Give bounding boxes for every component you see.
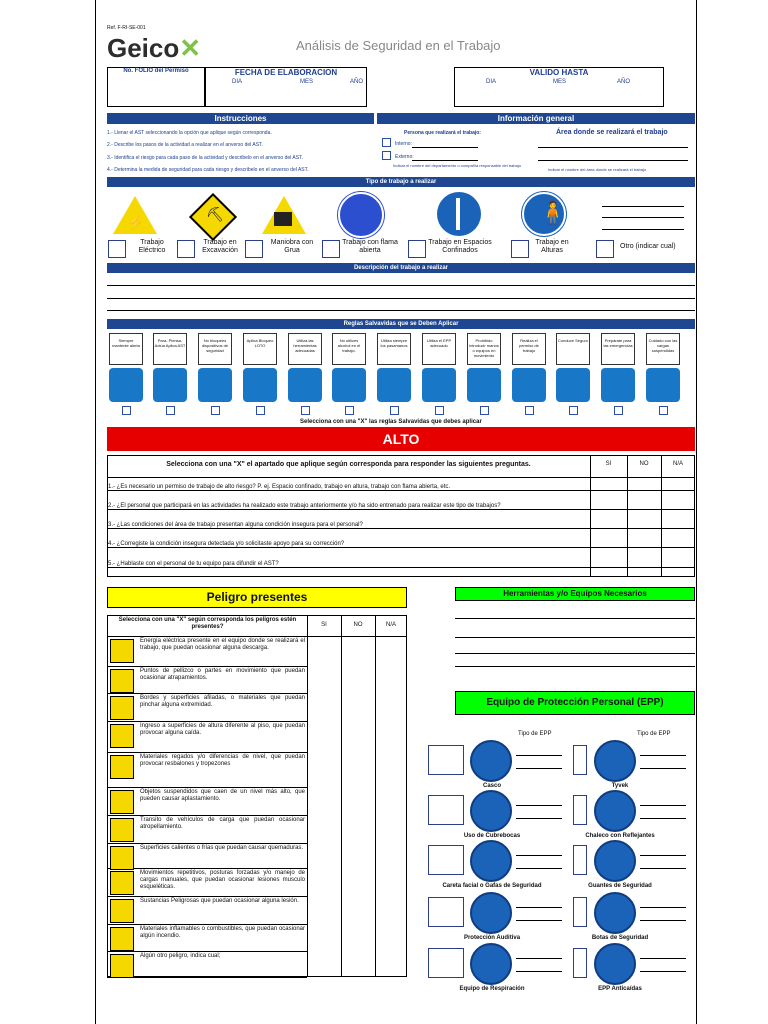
peligro-item-11: Materiales inflamables o combustibles, que puedan ocasionar algún incendio. [140,926,305,939]
alto-question-5: 5.- ¿Hablaste con el personal de tu equipo para difundir el AST? [108,561,279,567]
descripcion-line-1[interactable] [107,285,695,286]
epp-header: Equipo de Protección Personal (EPP) [455,691,695,715]
crane-hazard-icon [262,196,306,234]
externo-label: Externo: [395,154,414,160]
herramientas-line-3[interactable] [455,653,695,654]
peligro-item-1: Energía eléctrica presente en el equipo donde se realizará el trabajo, que puedan ocasionar alguna descarga. [140,638,305,651]
epp-left-icon-5 [470,943,512,985]
peligro-row-divider [107,815,307,816]
peligro-item-8: Superficies calientes o frías que puedan causar quemaduras. [140,845,304,851]
alto-col-no [627,455,628,577]
epp-left-label-1: Casco [482,783,501,789]
regla-icon-3 [198,368,232,402]
epp-right-icon-3 [594,840,636,882]
peligro-item-7: Transito de vehículos de carga que puedan ocasionar atropellamiento. [140,817,305,830]
regla-card-2: Para- Piensa- Actúa Aplica AST [153,333,187,365]
epp-left-label-3: Careta facial o Gafas de Seguridad [442,883,542,889]
regla-checkbox-3[interactable] [211,406,220,415]
epp-right-line[interactable] [640,855,686,856]
epp-right-checkbox-2[interactable] [573,795,587,825]
valido-label: VALIDO HASTA [529,68,589,77]
peligros-header: Peligro presentes [107,587,407,608]
alto-header-divider [107,477,695,478]
epp-left-label-4: Protección Auditiva [463,935,521,941]
grua-label: Maniobra con Grua [270,239,314,254]
epp-left-line[interactable] [516,818,562,819]
epp-left-icon-4 [470,892,512,934]
epp-left-line[interactable] [516,920,562,921]
interno-label: Interno: [395,141,412,147]
alturas-checkbox[interactable] [511,240,529,258]
regla-checkbox-13[interactable] [659,406,668,415]
valido-dia: DIA [486,79,497,85]
folio-label: No. FOLIO del Permiso [123,68,189,74]
logo: Geico✕ [107,33,202,63]
regla-checkbox-11[interactable] [569,406,578,415]
epp-left-label-5: Equipo de Respiración [459,986,525,992]
area-line-2[interactable] [538,160,688,161]
alto-col-na [661,455,662,577]
herramientas-line-2[interactable] [455,637,695,638]
epp-left-checkbox-3[interactable] [428,845,464,875]
grua-checkbox[interactable] [245,240,263,258]
excavacion-label: Trabajo en Excavación [202,239,238,254]
epp-left-checkbox-5[interactable] [428,948,464,978]
page-title: Análisis de Seguridad en el Trabajo [296,38,501,53]
alto-si-header: SI [605,461,612,467]
epp-tipo-right: Tipo de EPP [637,731,671,737]
epp-right-icon-2 [594,790,636,832]
peligro-row-divider [107,843,307,844]
epp-left-line[interactable] [516,971,562,972]
reglas-instruction: Selecciona con una "X" las reglas Salvavidas que debes aplicar [300,419,482,425]
fecha-anio: AÑO [350,79,364,85]
otro-line-1[interactable] [602,206,684,207]
epp-left-line[interactable] [516,868,562,869]
peligros-si-header: SI [321,622,327,628]
epp-right-label-3: Guantes de Seguridad [588,883,652,889]
regla-checkbox-1[interactable] [122,406,131,415]
epp-right-line[interactable] [640,818,686,819]
regla-checkbox-9[interactable] [480,406,489,415]
valido-mes: MES [553,79,567,85]
peligro-row-divider [107,896,307,897]
flama-label: Trabajo con flama abierta [342,239,398,254]
peligro-item-3: Bordes y superficies afiladas, o materiales que puedan pinchar alguna extremidad. [140,695,305,708]
regla-icon-9 [467,368,501,402]
peligros-header-divider [107,636,407,637]
epp-right-icon-5 [594,943,636,985]
epp-right-label-1: Tyvek [611,783,629,789]
regla-icon-7 [377,368,411,402]
confinado-checkbox[interactable] [408,240,426,258]
hazard-warning-icon [110,927,134,951]
hazard-warning-icon [110,871,134,895]
hazard-warning-icon [110,669,134,693]
peligros-no-header: NO [353,622,363,628]
electrico-checkbox[interactable] [108,240,126,258]
descripcion-line-3[interactable] [107,310,695,311]
epp-left-line[interactable] [516,755,562,756]
epp-right-label-5: EPP Anticaídas [598,986,642,992]
peligro-row-divider [107,977,307,978]
otro-label: Otro (indicar cual) [620,243,676,250]
regla-card-6: No utilices alcohol en el trabajo. [332,333,366,365]
fecha-dia: DIA [232,79,243,85]
regla-checkbox-2[interactable] [166,406,175,415]
epp-left-icon-2 [470,790,512,832]
epp-right-checkbox-1[interactable] [573,745,587,775]
otro-line-3[interactable] [602,229,684,230]
regla-checkbox-12[interactable] [614,406,623,415]
regla-checkbox-7[interactable] [390,406,399,415]
otro-checkbox[interactable] [596,240,614,258]
descripcion-line-2[interactable] [107,298,695,299]
area-line-1[interactable] [538,147,688,148]
epp-left-line[interactable] [516,768,562,769]
instruccion-2: 2.- Describe los pasos de la actividad a realizar en el anverso del AST. [107,142,263,148]
hazard-warning-icon [110,724,134,748]
regla-card-13: Cuidado con las cargas suspendidas [646,333,680,365]
excavacion-checkbox[interactable] [177,240,195,258]
regla-card-1: Siempre mantente alerta [109,333,143,365]
regla-card-7: Utiliza siempre los pasamanos [377,333,411,365]
peligro-row-divider [107,721,307,722]
instruccion-4: 4.- Determina la medida de seguridad para cada riesgo y describelo en el anverso del AST. [107,167,309,173]
hazard-warning-icon [110,954,134,978]
epp-left-checkbox-2[interactable] [428,795,464,825]
alto-question-3: 3.- ¿Las condiciones del área de trabajo presentan alguna condición insegura para el personal? [108,522,363,528]
regla-checkbox-6[interactable] [345,406,354,415]
alto-col-si [590,455,591,577]
hazard-warning-icon [110,639,134,663]
epp-right-line[interactable] [640,958,686,959]
alturas-label: Trabajo en Alturas [535,239,569,254]
alto-question-4: 4.- ¿Corregiste la condición insegura detectada y/o solicitaste apoyo para su corrección? [108,541,345,547]
epp-left-label-2: Uso de Cubrebocas [463,833,521,839]
epp-right-line[interactable] [640,755,686,756]
hazard-warning-icon [110,899,134,923]
epp-right-label-2: Chaleco con Reflejantes [585,833,655,839]
externo-checkbox[interactable] [382,151,391,160]
alto-table [107,455,695,577]
regla-checkbox-4[interactable] [256,406,265,415]
peligro-item-4: Ingreso a superficies de altura diferente al piso, que puedan provocar alguna caída. [140,723,305,736]
peligro-row-divider [107,787,307,788]
alto-instruction: Selecciona con una "X" el apartado que aplique según corresponda para responder las siguientes preguntas. [166,461,531,468]
welding-icon [338,192,384,238]
epp-right-line[interactable] [640,805,686,806]
epp-left-line[interactable] [516,907,562,908]
peligros-col-divider [307,615,308,977]
epp-left-line[interactable] [516,805,562,806]
regla-card-4: Aplica Bloqueo LOTO [243,333,277,365]
ref-code: Ref. F-RI-SE-001 [107,25,146,31]
instruccion-3: 3.- Identifica el riesgo para cada paso de la actividad y describelo en el anverso del AST. [107,155,303,161]
epp-right-line[interactable] [640,868,686,869]
peligro-row-divider [107,951,307,952]
area-label: Área donde se realizará el trabajo [556,129,668,136]
regla-checkbox-5[interactable] [301,406,310,415]
regla-card-8: Utiliza el EPP adecuado [422,333,456,365]
epp-left-icon-1 [470,740,512,782]
regla-icon-5 [288,368,322,402]
indicar-dept: Indicar el nombre del departamento o compañía responsable del trabajo [393,163,521,168]
alto-question-2: 2.- ¿El personal que participará en las actividades ha realizado este trabajo anteriormente y/o ha sido entrenado para realizar este tipo de trabajos? [108,503,501,509]
peligro-item-12: Algún otro peligro, indica cual; [140,953,221,959]
instruccion-1: 1.- Llenar el AST seleccionando la opción que aplique según corresponda. [107,130,272,136]
peligros-col-divider [341,615,342,977]
indicar-area: Indicar el nombre del área donde se realizará el trabajo [548,167,647,172]
confined-space-icon [437,192,481,236]
fecha-mes: MES [300,79,314,85]
herramientas-header: Herramientas y/o Equipos Necesarios [455,587,695,601]
peligros-col-divider [375,615,376,977]
regla-icon-13 [646,368,680,402]
peligros-instruction: Selecciona con una "X" según corresponda los peligros estén presentes? [118,617,297,630]
hazard-warning-icon [110,846,134,870]
peligro-row-divider [107,693,307,694]
epp-tipo-left: Tipo de EPP [518,731,552,737]
regla-icon-12 [601,368,635,402]
electrical-hazard-icon: ⚡ [113,196,157,234]
peligro-row-divider [107,666,307,667]
peligro-item-10: Sustancias Peligrosas que puedan ocasionar alguna lesión. [140,898,299,904]
alto-no-header: NO [639,461,649,467]
regla-checkbox-10[interactable] [525,406,534,415]
epp-right-icon-1 [594,740,636,782]
regla-icon-4 [243,368,277,402]
epp-right-checkbox-3[interactable] [573,845,587,875]
fall-protection-icon: 🧍 [522,192,566,236]
confinado-label: Trabajo en Espacios Confinados [428,239,492,254]
instrucciones-header: Instrucciones [107,113,374,124]
otro-line-2[interactable] [602,217,684,218]
descripcion-header: Descripción del trabajo a realizar [107,263,695,273]
tipo-trabajo-header: Tipo de trabajo a realizar [107,177,695,187]
alto-question-1: 1.- ¿Es necesario un permiso de trabajo de alto riesgo? P. ej. Espacio confinado, trabajo en altura, trabajo con flama abierta, etc. [108,484,451,490]
regla-icon-6 [332,368,366,402]
peligros-na-header: N/A [385,622,396,628]
regla-icon-2 [153,368,187,402]
peligro-item-2: Puntos de pellizco o partes en movimiento que puedan ocasionar atrapamientos. [140,668,305,681]
interno-line[interactable] [412,147,478,148]
herramientas-line-1[interactable] [455,618,695,619]
regla-icon-1 [109,368,143,402]
hazard-warning-icon [110,818,134,842]
hazard-warning-icon [110,790,134,814]
epp-left-line[interactable] [516,855,562,856]
regla-icon-10 [512,368,546,402]
externo-line[interactable] [412,160,478,161]
peligro-item-5: Materiales regados y/o diferencias de nivel, que puedan provocar resbalones y tropezones [140,754,305,767]
hazard-warning-icon [110,755,134,779]
info-header: Información general [377,113,695,124]
epp-right-icon-4 [594,892,636,934]
regla-card-5: Utiliza las herramientas adecuadas [288,333,322,365]
epp-left-icon-3 [470,840,512,882]
regla-icon-8 [422,368,456,402]
regla-card-11: Conduce Seguro [556,333,590,365]
peligro-item-6: Objetos suspendidos que caen de un nivel más alto, que pueden causar aplastamiento. [140,789,305,802]
peligro-item-9: Movimientos repetitivos, posturas forzadas y/o manejo de cargas manuales, que puedan ocasionar lesiones musculo esqueléticas. [140,870,305,890]
epp-right-checkbox-5[interactable] [573,948,587,978]
epp-left-line[interactable] [516,958,562,959]
regla-card-3: No bloquees dispositivos de seguridad [198,333,232,365]
epp-right-label-4: Botas de Seguridad [591,935,649,941]
epp-right-checkbox-4[interactable] [573,897,587,927]
fecha-label: FECHA DE ELABORACION [234,68,338,77]
peligro-row-divider [107,752,307,753]
persona-label: Persona que realizará el trabajo: [404,130,481,136]
interno-checkbox[interactable] [382,138,391,147]
reglas-header: Reglas Salvavidas que se Deben Aplicar [107,319,695,329]
flama-checkbox[interactable] [322,240,340,258]
peligro-row-divider [107,868,307,869]
valido-anio: AÑO [617,79,631,85]
epp-right-line[interactable] [640,768,686,769]
epp-right-line[interactable] [640,920,686,921]
regla-card-12: Prepárate para las emergencias [601,333,635,365]
peligro-row-divider [107,924,307,925]
regla-checkbox-8[interactable] [435,406,444,415]
epp-left-checkbox-1[interactable] [428,745,464,775]
epp-left-checkbox-4[interactable] [428,897,464,927]
epp-right-line[interactable] [640,907,686,908]
regla-card-9: Prohibido introducir manos o equipos en movimiento [467,333,501,365]
herramientas-line-4[interactable] [455,666,695,667]
electrico-label: Trabajo Eléctrico [138,239,166,254]
hazard-warning-icon [110,696,134,720]
regla-icon-11 [556,368,590,402]
alto-na-header: N/A [672,461,683,467]
epp-right-line[interactable] [640,971,686,972]
regla-card-10: Realiza el permiso de trabajo [512,333,546,365]
alto-banner: ALTO [107,427,695,451]
